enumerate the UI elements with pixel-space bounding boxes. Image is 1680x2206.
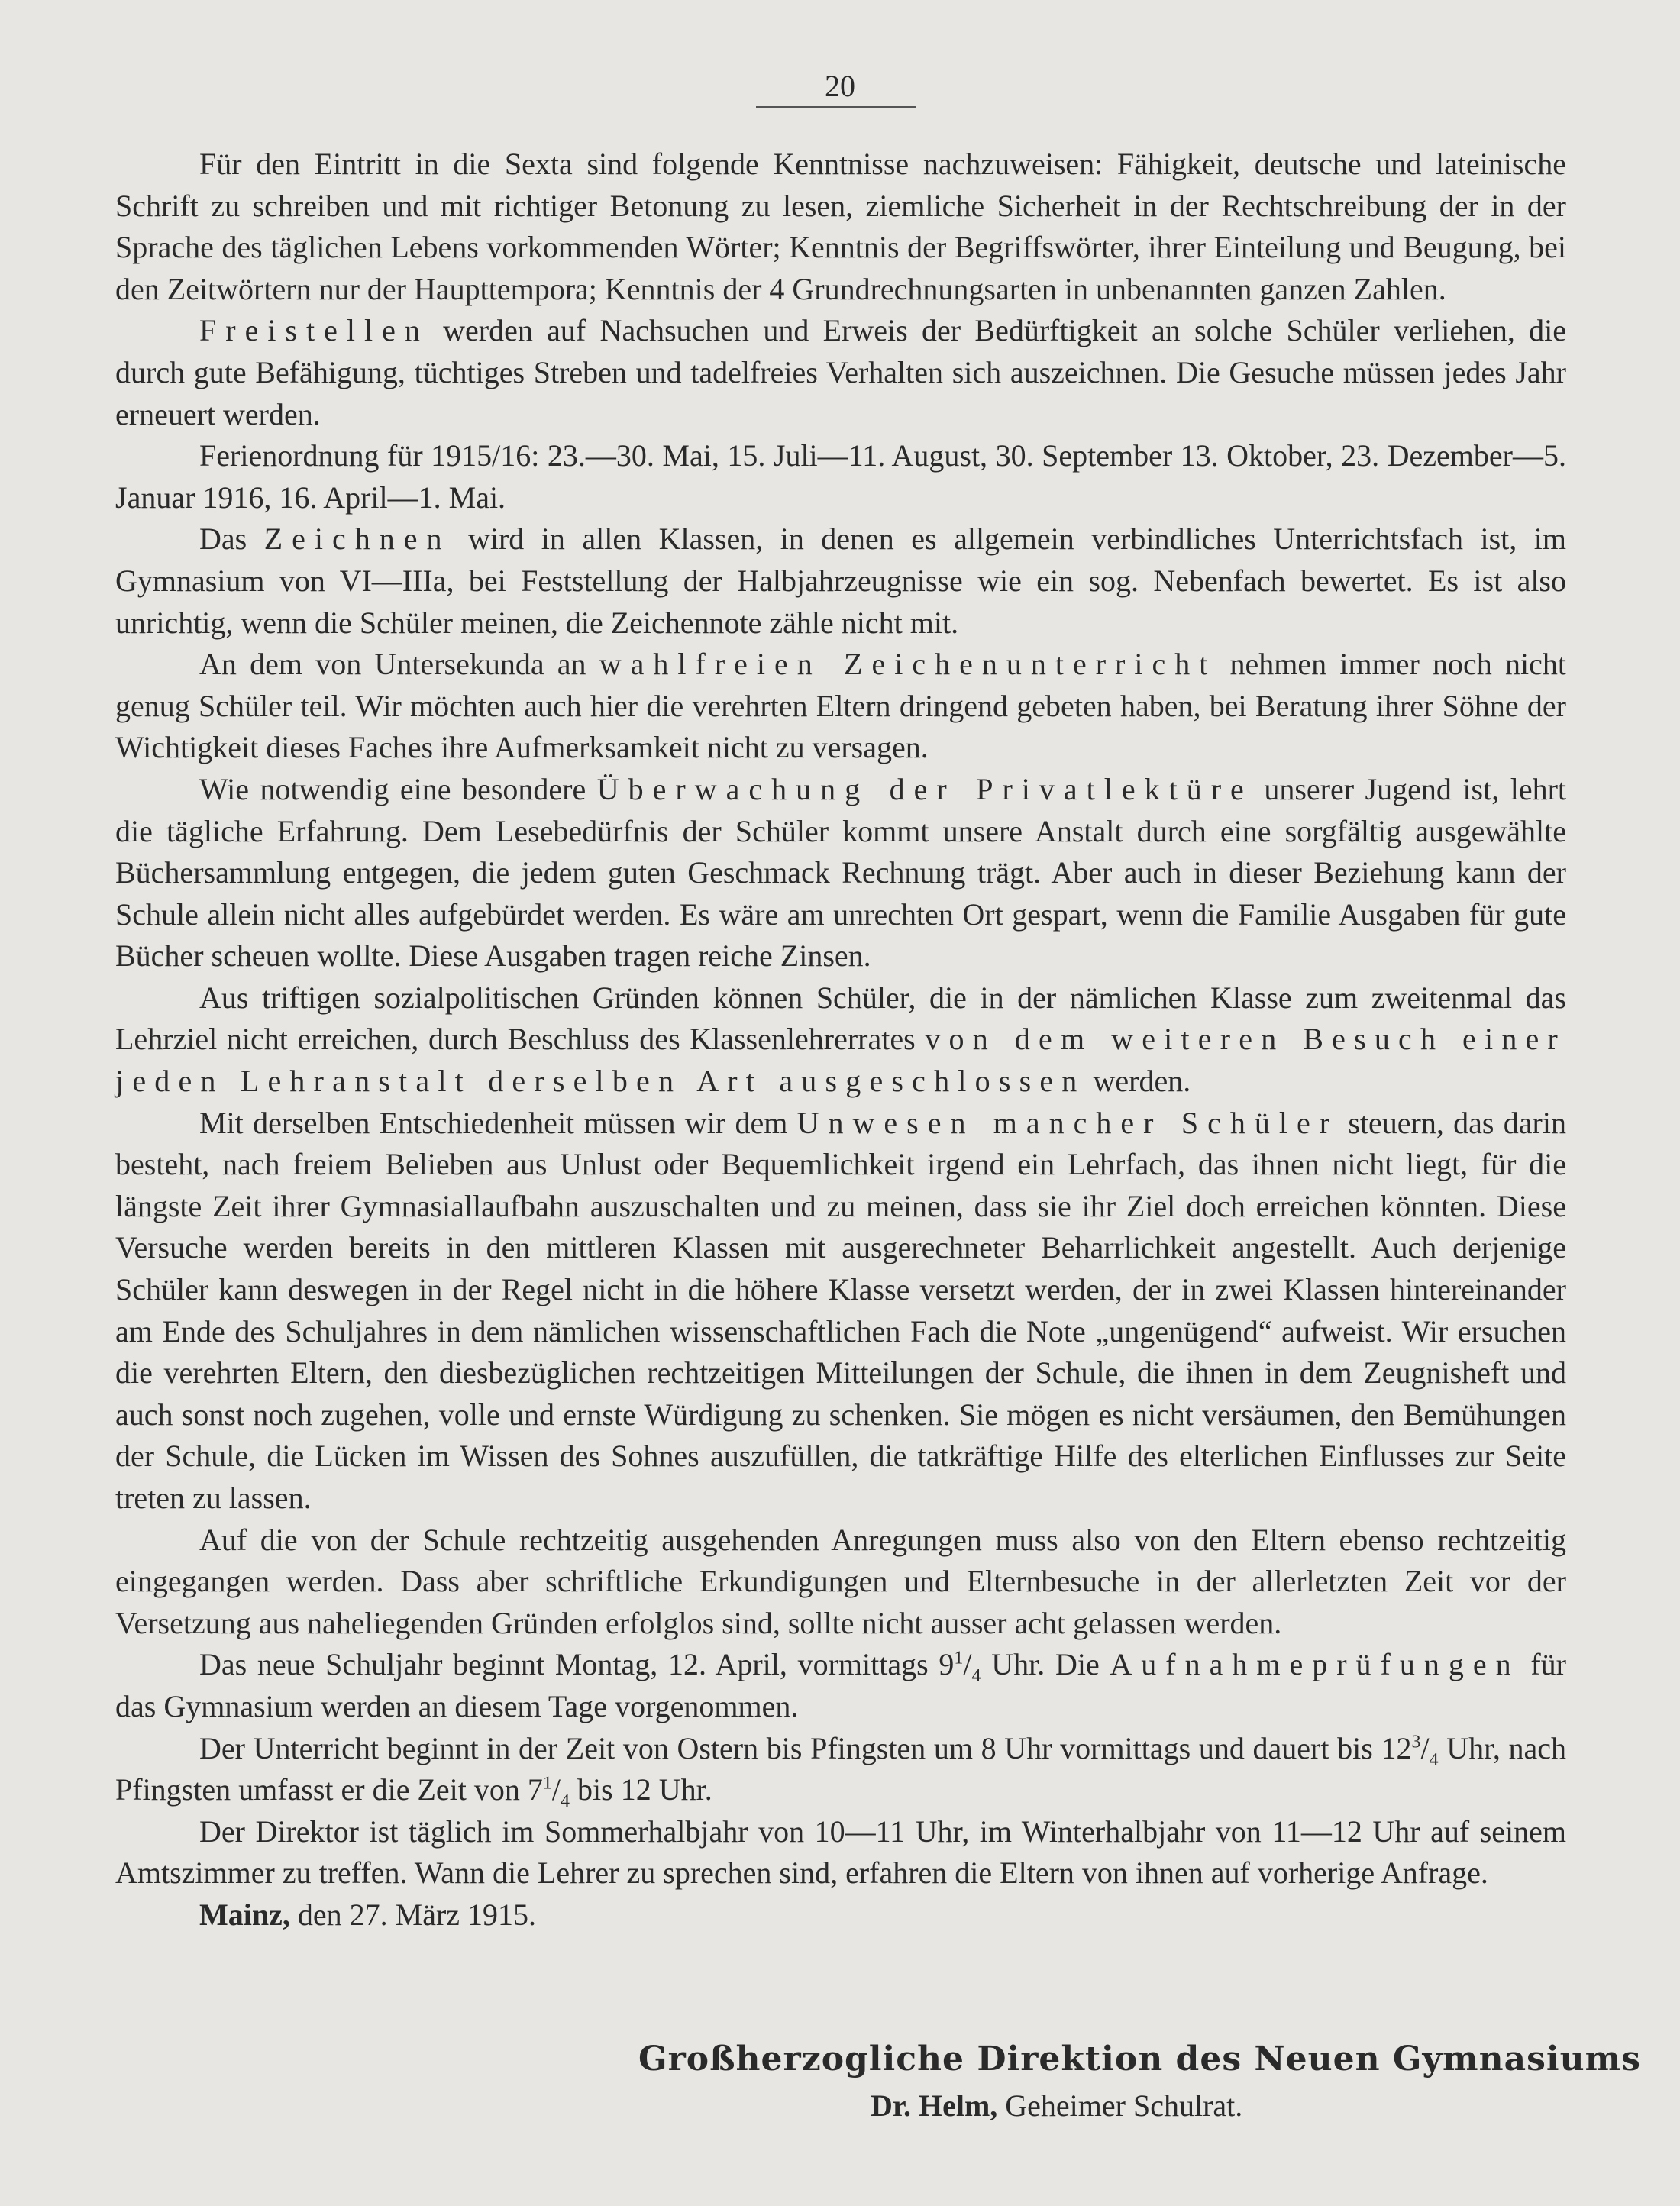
paragraph-exclusion-text-b: werden. [1085,1064,1191,1099]
fraction-denominator: 4 [971,1666,981,1687]
fraction-denominator: 4 [561,1791,570,1812]
paragraph-free-places-text: werden auf Nachsuchen und Erweis der Bedürftigkeit an solche Schüler verliehen, die durch gute Befähigung, tüchtiges Streben und tadelfreies Verhalten sich auszeichnen. Die Gesuche müssen jedes Jahr erneuert werden. [115,313,1566,431]
paragraph-bad-habits-text-b: steuern, das darin besteht, nach freiem Belieben aus Unlust oder Bequemlichkeit irgend ein Lehrfach, das ihnen nicht liegt, für die längste Zeit ihrer Gymnasiallaufbahn auszuschalten und zu meinen, dass sie ihr Ziel doch erreichen könnten. Diese Versuche werden bereits in den mittleren Klassen mit ausgerechneter Beharrlichkeit angestellt. Auch derjenige Schüler kann deswegen in der Regel nicht in die höhere Klasse versetzt werden, der in zwei Klassen hintereinander am Ende des Schuljahres in dem nämlichen wissenschaftlichen Fach die Note „ungenügend“ aufweist. Wir ersuchen die verehrten Eltern, den diesbezüglichen rechtzeitigen Mitteilungen der Schule, die ihnen in dem Zeugnisheft und auch sonst noch zugehen, volle und ernste Würdigung zu schenken. Sie mögen es nicht versäumen, den Bemühungen der Schule, die Lücken im Wissen des Sohnes auszufüllen, die tatkräftige Hilfe des elterlichen Einflusses zur Seite treten zu lassen. [115,1105,1566,1515]
paragraph-bad-habits-text-a: Mit derselben Entschiedenheit müssen wir dem [199,1105,797,1140]
paragraph-private-reading-text-b: unserer Jugend ist, lehrt die tägliche Erfahrung. Dem Lesebedürfnis der Schüler kommt unsere Anstalt durch eine sorgfältig ausgewählte Büchersammlung entgegen, die jedem guten Geschmack Rechnung trägt. Aber auch in dieser Beziehung kann der Schule allein nicht alles aufgebürdet werden. Es wäre am unrechten Ort gespart, wenn die Familie Ausgaben für gute Bücher scheuen wollte. Diese Ausgaben tragen reiche Zinsen. [115,771,1567,974]
paragraph-lesson-times-text-b: Uhr, nach Pfingsten umfasst er die Zeit von 7 [115,1730,1566,1807]
paragraph-free-places [115,310,1566,435]
signature-title: Großherzogliche Direktion des Neuen Gymnasiums [638,2040,1641,2078]
paragraph-lesson-times: Der Unterricht beginnt in der Zeit von Ostern bis Pfingsten um 8 Uhr vormittags und dauert bis $12^3/_4$ Uhr, nach Pfingsten umfasst er die Zeit von $7^1/_4$ bis 12 Uhr. [115,1730,1566,1812]
signature-name-line [871,2087,1242,2125]
paragraph-office-hours: Der Direktor ist täglich im Sommerhalbjahr von 10—11 Uhr, im Winterhalbjahr von 11—12 Uhr auf seinem Amtszimmer zu treffen. Wann die Lehrer zu sprechen sind, erfahren die Eltern von ihnen auf vorherige Anfrage. [115,1814,1566,1891]
paragraph-school-year: Das neue Schuljahr beginnt Montag, 12. April, vormittags $9^1/_4$ Uhr. Die Aufnahmeprüfungen für das Gymnasium werden an diesem Tage vorgenommen. [115,1647,1566,1723]
paragraph-drawing-text-a: Das [199,522,264,557]
body-text [115,144,1566,1936]
fraction-denominator: 4 [1429,1749,1439,1770]
fraction-numerator: 1 [542,1773,552,1794]
emphasis-ausgeschlossen: von dem weiteren Besuch einer jeden Lehranstalt derselben Art ausgeschlossen [115,1022,1566,1099]
emphasis-zeichnen: Zeichnen [263,522,451,557]
page-number: 20 [825,69,855,103]
paragraph-lesson-times-text-a: Der Unterricht beginnt in der Zeit von Ostern bis Pfingsten um 8 Uhr vormittags und dauert bis 12 [199,1730,1412,1765]
paragraph-private-reading [115,769,1566,977]
fraction-numerator: 3 [1411,1732,1421,1752]
emphasis-wahlfreien-zeichenunterricht: wahlfreien Zeichenunterricht [599,647,1217,682]
signature-rank: Geheimer Schulrat. [997,2088,1243,2123]
paragraph-lesson-times-text-c: bis 12 Uhr. [570,1772,712,1807]
paragraph-private-reading-text-a: Wie notwendig eine besondere [199,771,597,806]
signature-name: Dr. Helm, [871,2088,998,2123]
paragraph-exclusion [115,977,1566,1103]
paragraph-elective-drawing-text-a: An dem von Untersekunda an [199,647,599,682]
emphasis-privatlektuere: Überwachung der Privatlektüre [596,771,1253,806]
paragraph-school-year-text-b: Uhr. Die [981,1647,1110,1682]
paragraph-holidays: Ferienordnung für 1915/16: 23.—30. Mai, 15. Juli—11. August, 30. September 13. Oktober, 23. Dezember—5. Januar 1916, 16. April—1. Mai. [115,438,1566,515]
place-date-line [115,1894,1566,1936]
date: den 27. März 1915. [289,1897,537,1932]
fraction-numerator: 1 [954,1649,964,1669]
paragraph-elective-drawing-text-b: nehmen immer noch nicht genug Schüler teil. Wir möchten auch hier die verehrten Eltern dringend gebeten haben, bei Beratung ihrer Söhne der Wichtigkeit dieses Faches ihre Aufmerksamkeit nicht zu versagen. [115,647,1566,765]
paragraph-bad-habits [115,1103,1566,1520]
place: Mainz, [199,1897,290,1932]
paragraph-exclusion-text-a: Aus triftigen sozialpolitischen Gründen können Schüler, die in der nämlichen Klasse zum zweitenmal das Lehrziel nicht erreichen, durch Beschluss des Klassenlehrerrates [115,980,1566,1057]
paragraph-drawing [115,518,1566,644]
emphasis-unwesen: Unwesen mancher Schüler [796,1105,1339,1140]
emphasis-aufnahmepruefungen: Aufnahmeprüfungen [1110,1647,1520,1682]
paragraph-school-year-text-a: Das neue Schuljahr beginnt Montag, 12. April, vormittags 9 [199,1647,955,1682]
paragraph-elective-drawing [115,644,1566,769]
paragraph-school-year-text-c: für das Gymnasium werden an diesem Tage vorgenommen. [115,1647,1566,1723]
emphasis-freistellen: Freistellen [199,313,429,348]
paragraph-admission-requirements: Für den Eintritt in die Sexta sind folgende Kenntnisse nachzuweisen: Fähigkeit, deutsche und lateinische Schrift zu schreiben und mit richtiger Betonung zu lesen, ziemliche Sicherheit in der Rechtschreibung der in der Sprache des täglichen Lebens vorkommenden Wörter; Kenntnis der Begriffswörter, ihrer Einteilung und Beugung, bei den Zeitwörtern nur der Haupttempora; Kenntnis der 4 Grundrechnungsarten in unbenannten ganzen Zahlen. [115,147,1566,306]
paragraph-drawing-text-b: wird in allen Klassen, in denen es allgemein verbindliches Unterrichtsfach ist, im Gymnasium von VI—IIIa, bei Feststellung der Halbjahrzeugnisse wie ein sog. Nebenfach bewertet. Es ist also unrichtig, wenn die Schüler meinen, die Zeichennote zähle nicht mit. [115,522,1566,640]
page-number-rule [756,106,916,108]
paragraph-parents: Auf die von der Schule rechtzeitig ausgehenden Anregungen muss also von den Eltern ebenso rechtzeitig eingegangen werden. Dass aber schriftliche Erkundigungen und Elternbesuche in der allerletzten Zeit vor der Versetzung aus naheliegenden Gründen erfolglos sind, sollte nicht ausser acht gelassen werden. [115,1522,1566,1640]
